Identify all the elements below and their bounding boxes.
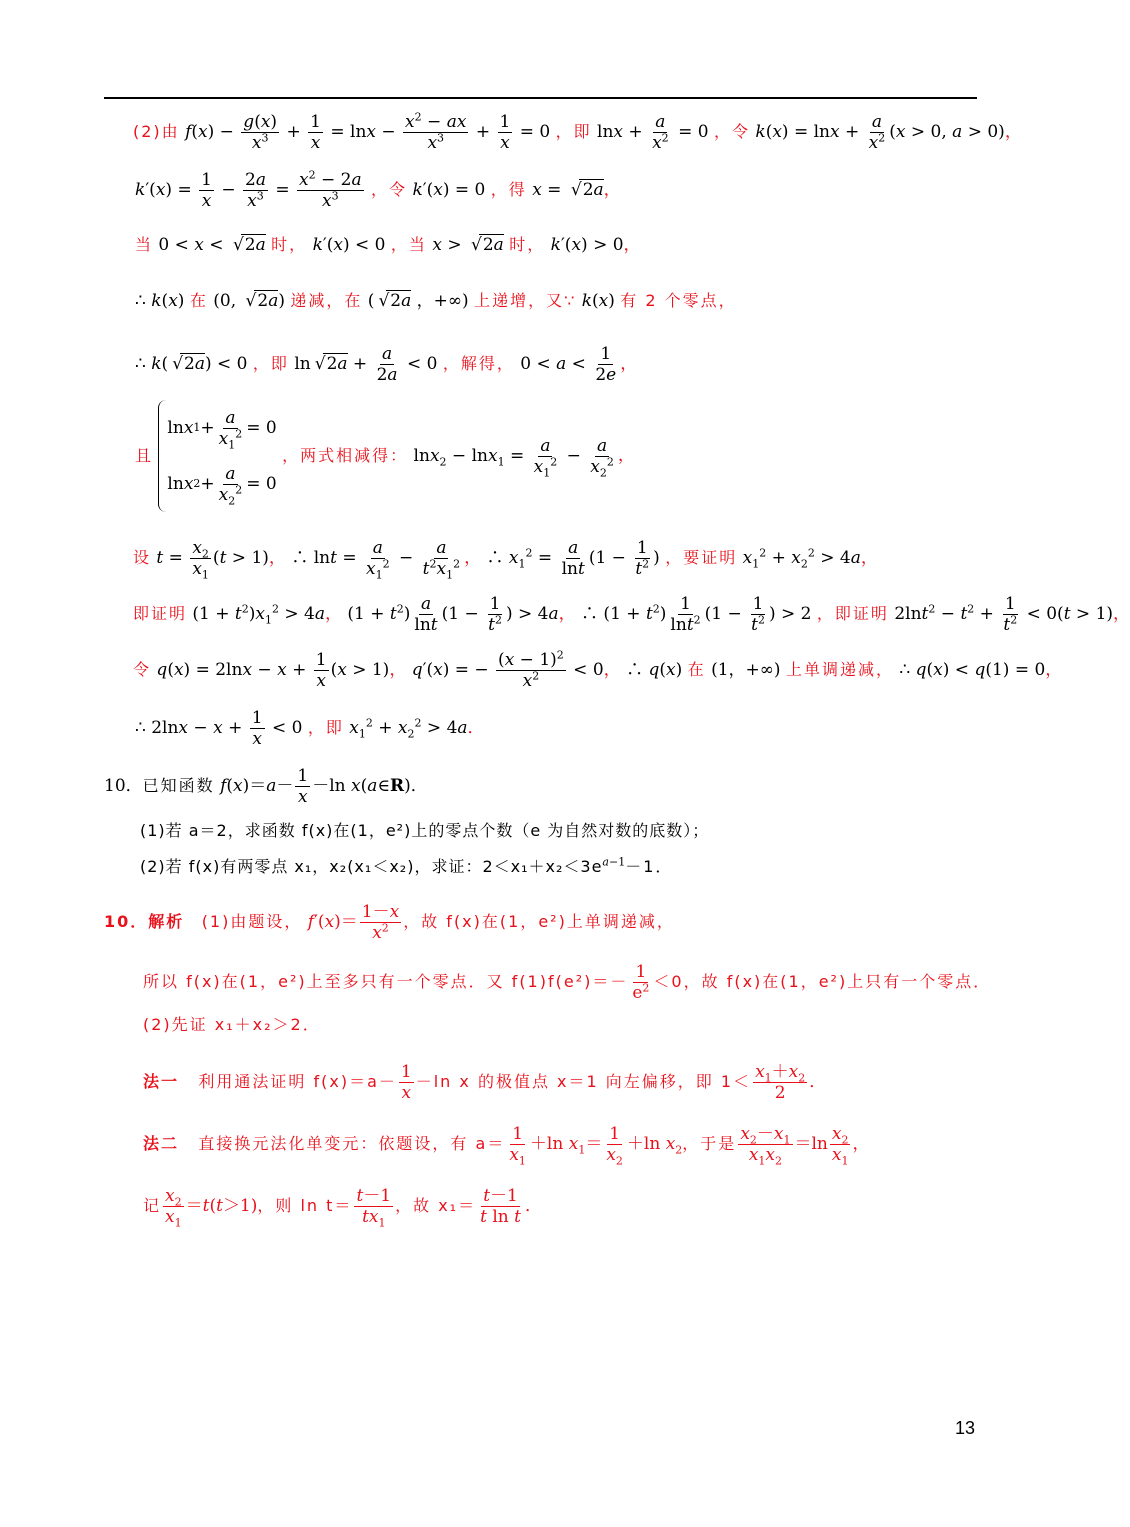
solution-line-3: 当 0 < x < √ 2a 时， k′(x) < 0 ，当 x > √ 2a 时， k′(x) > 0， — [135, 234, 641, 256]
text: ，当 — [390, 235, 427, 254]
text: 递减，在 — [290, 291, 363, 310]
text: (1)由题设， — [201, 912, 303, 931]
text: 上单调递减， — [785, 660, 894, 679]
solution-line-4: ∴ k(x) 在 (0, √ 2a) 递减，在 (√ 2a ，+∞) 上递增，又∵ k(x) 有 2 个零点， — [135, 290, 737, 312]
text: 在 — [189, 291, 208, 310]
text: ，即证明 — [816, 604, 889, 623]
solution-line-2: k′(x) = $\frac{1}{x}$ − $\frac{2a}{x^3}$ = $\frac{x^2 - 2a}{x^3}$ ，令 k′(x) = 0 ，得 x = √ 2a， — [135, 170, 621, 211]
text: －1． — [625, 857, 674, 876]
text: －ln x 的极值点 x＝1 向左偏移，即 1＜ — [415, 1072, 752, 1091]
solution-line-10: ∴ 2lnx − x + $\frac{1}{x}$ < 0 ，即 $x_1^2 + x_2^2 > 4a$． — [135, 708, 485, 749]
text: ，解得， — [442, 354, 515, 373]
solution-line-7: 设 t = $\frac{x_2}{x_1}$ (t > 1)， ∴ lnt = $\frac{a}{x_1^2}$ − $\frac{a}{t^2x_1^2}$ ， ∴ $x_1^2$ = $\frac{a}{\ln t}$ (1 − $\frac{1}{t^2}$ ) ，要证明 $x_1^2 + x_2^2 > 4a$， — [133, 538, 878, 582]
text: ，即 — [555, 122, 592, 141]
text: 直接换元法化单变元：依题设，有 a＝ — [198, 1134, 506, 1153]
answer-10-line-4: 记 $\frac{x_2}{x_1}$ ＝t(t＞1)，则 ln t＝ $\frac{t-1}{tx_1}$ ，故 x₁＝ $\frac{t-1}{\text{t ln t}}$ ． — [143, 1186, 542, 1230]
text: ，令 — [371, 180, 408, 199]
header-rule — [104, 97, 977, 99]
text: ，得 — [490, 180, 527, 199]
text: 且 — [135, 446, 154, 465]
text: ，即 — [252, 354, 289, 373]
text: (2)若 f(x)有两零点 x₁，x₂(x₁＜x₂)，求证：2＜x₁＋x₂＜3e — [140, 857, 603, 876]
answer-10-line-2: 所以 f(x)在(1，e²)上至多只有一个零点．又 f(1)f(e²)＝－ $\frac{1}{e^2}$ ＜0，故 f(x)在(1，e²)上只有一个零点． — [143, 962, 992, 1003]
text: 即证明 — [133, 604, 188, 623]
answer-10-method-1: 法一 利用通法证明 f(x)＝a－ $\frac{1}{x}$ －ln x 的极值点 x＝1 向左偏移，即 1＜ $\frac{x_1+x_2}{2}$ ． — [143, 1062, 827, 1103]
text: ，故 f(x)在(1，e²)上单调递减， — [403, 912, 675, 931]
text: ，即 — [307, 718, 344, 737]
question-10-part1: (1)若 a＝2，求函数 f(x)在(1，e²)上的零点个数（e 为自然对数的底数）； — [140, 821, 710, 840]
equation-system: ln x 1 + $\frac{a}{x_1^2}$ = 0 ln x 2 + $\frac{a}{x_2^2}$ = 0 — [158, 400, 276, 512]
text: ，则 ln t＝ — [257, 1196, 353, 1215]
answer-10-line-3: (2)先证 x₁＋x₂＞2． — [143, 1015, 321, 1034]
answer-10-line-1: 10．解析 (1)由题设， f′(x)＝ $\frac{1-x}{x^2}$ ，故 f(x)在(1，e²)上单调递减， — [104, 902, 675, 943]
text: 有 2 个零点， — [620, 291, 737, 310]
text: 时， — [509, 235, 546, 254]
method-label: 法二 — [143, 1134, 180, 1153]
text: 所以 f(x)在(1，e²)上至多只有一个零点．又 f(1)f(e²)＝－ — [143, 972, 629, 991]
solution-line-9: 令 q(x) = 2lnx − x + $\frac{1}{x}$ (x > 1)， q′(x) = − $\frac{(x - 1)^2}{x^2}$ < 0， ∴ q(x) 在 (1，+∞) 上单调递减， ∴ q(x) < q(1) = 0， — [133, 648, 1063, 691]
question-number: 10． — [104, 776, 143, 796]
text: ，要证明 — [665, 548, 738, 567]
text: ，故 x₁＝ — [395, 1196, 477, 1215]
text: 设 — [133, 548, 152, 567]
text: 时， — [271, 235, 308, 254]
question-10-stem: 10．已知函数 f(x)＝a－ $\frac{1}{x}$ －ln x(a∈R)． — [104, 766, 428, 807]
text: (2)由 — [133, 122, 180, 141]
solution-line-1: (2)由 f(x) − $\frac{g(x)}{x^3}$ + $\frac{1}{x}$ = lnx − $\frac{x^2 - ax}{x^3}$ + $\frac{1}{x}$ = 0 ，即 lnx + $\frac{a}{x^2}$ = 0 ，令 k(x) = lnx + $\frac{a}{x^2}$ (x > 0, a > 0)， — [133, 110, 1022, 153]
page-number: 13 — [955, 1418, 976, 1438]
text: 在 — [687, 660, 706, 679]
solution-line-8: 即证明 $(1 + t^2)x_1^2 > 4a$， $(1 + t^2)$ $\frac{a}{\ln t}$ (1 − $\frac{1}{t^2}$ ) > 4a， ∴ $(1 + t^2)$ $\frac{1}{\ln t^2}$ (1 − $\frac{1}{t^2}$ ) > 2 ，即证明 $2\ln t^2 - t^2$ + $\frac{1}{t^2}$ < 0(t > 1)， — [133, 594, 1130, 635]
question-10-part2: (2)若 f(x)有两零点 x₁，x₂(x₁＜x₂)，求证：$2<x_1+x_2<3e^{a-1}-1$． — [140, 855, 674, 876]
solution-line-5: ∴ k(√ 2a) < 0 ，即 ln√ 2a + $\frac{a}{2a}$ < 0 ，解得， 0 < a < $\frac{1}{2e}$ ， — [135, 344, 637, 385]
text: ，令 — [713, 122, 750, 141]
text: 当 — [135, 235, 154, 254]
text: ＜0，故 f(x)在(1，e²)上只有一个零点． — [653, 972, 992, 991]
answer-label: 10．解析 — [104, 912, 185, 931]
text: ，于是 — [682, 1134, 737, 1153]
text: 利用通法证明 f(x)＝a－ — [198, 1072, 397, 1091]
text: 记 — [143, 1196, 162, 1215]
method-label: 法一 — [143, 1072, 180, 1091]
answer-10-method-2: 法二 直接换元法化单变元：依题设，有 a＝ $\frac{1}{x_1}$ ＋ln $x_1=$ $\frac{1}{x_2}$ ＋ln $x_2$，于是 $\frac{x_2-x_1}{x_1x_2}$ ＝ln $\frac{x_2}{x_1}$ ， — [143, 1124, 870, 1168]
text: 上递增，又∵ — [474, 291, 577, 310]
text: 已知函数 — [142, 776, 215, 795]
solution-line-6: 且 ln x 1 + $\frac{a}{x_1^2}$ = 0 ln x 2 + $\frac{a}{x_2^2}$ = 0 ，两式相减得： lnx$_2$ − lnx$_1$ = $\frac{a}{x_1^2}$ − $\frac{a}{x_2^2}$ ， — [135, 400, 635, 512]
text: ，两式相减得： — [282, 446, 409, 465]
text: 令 — [133, 660, 152, 679]
